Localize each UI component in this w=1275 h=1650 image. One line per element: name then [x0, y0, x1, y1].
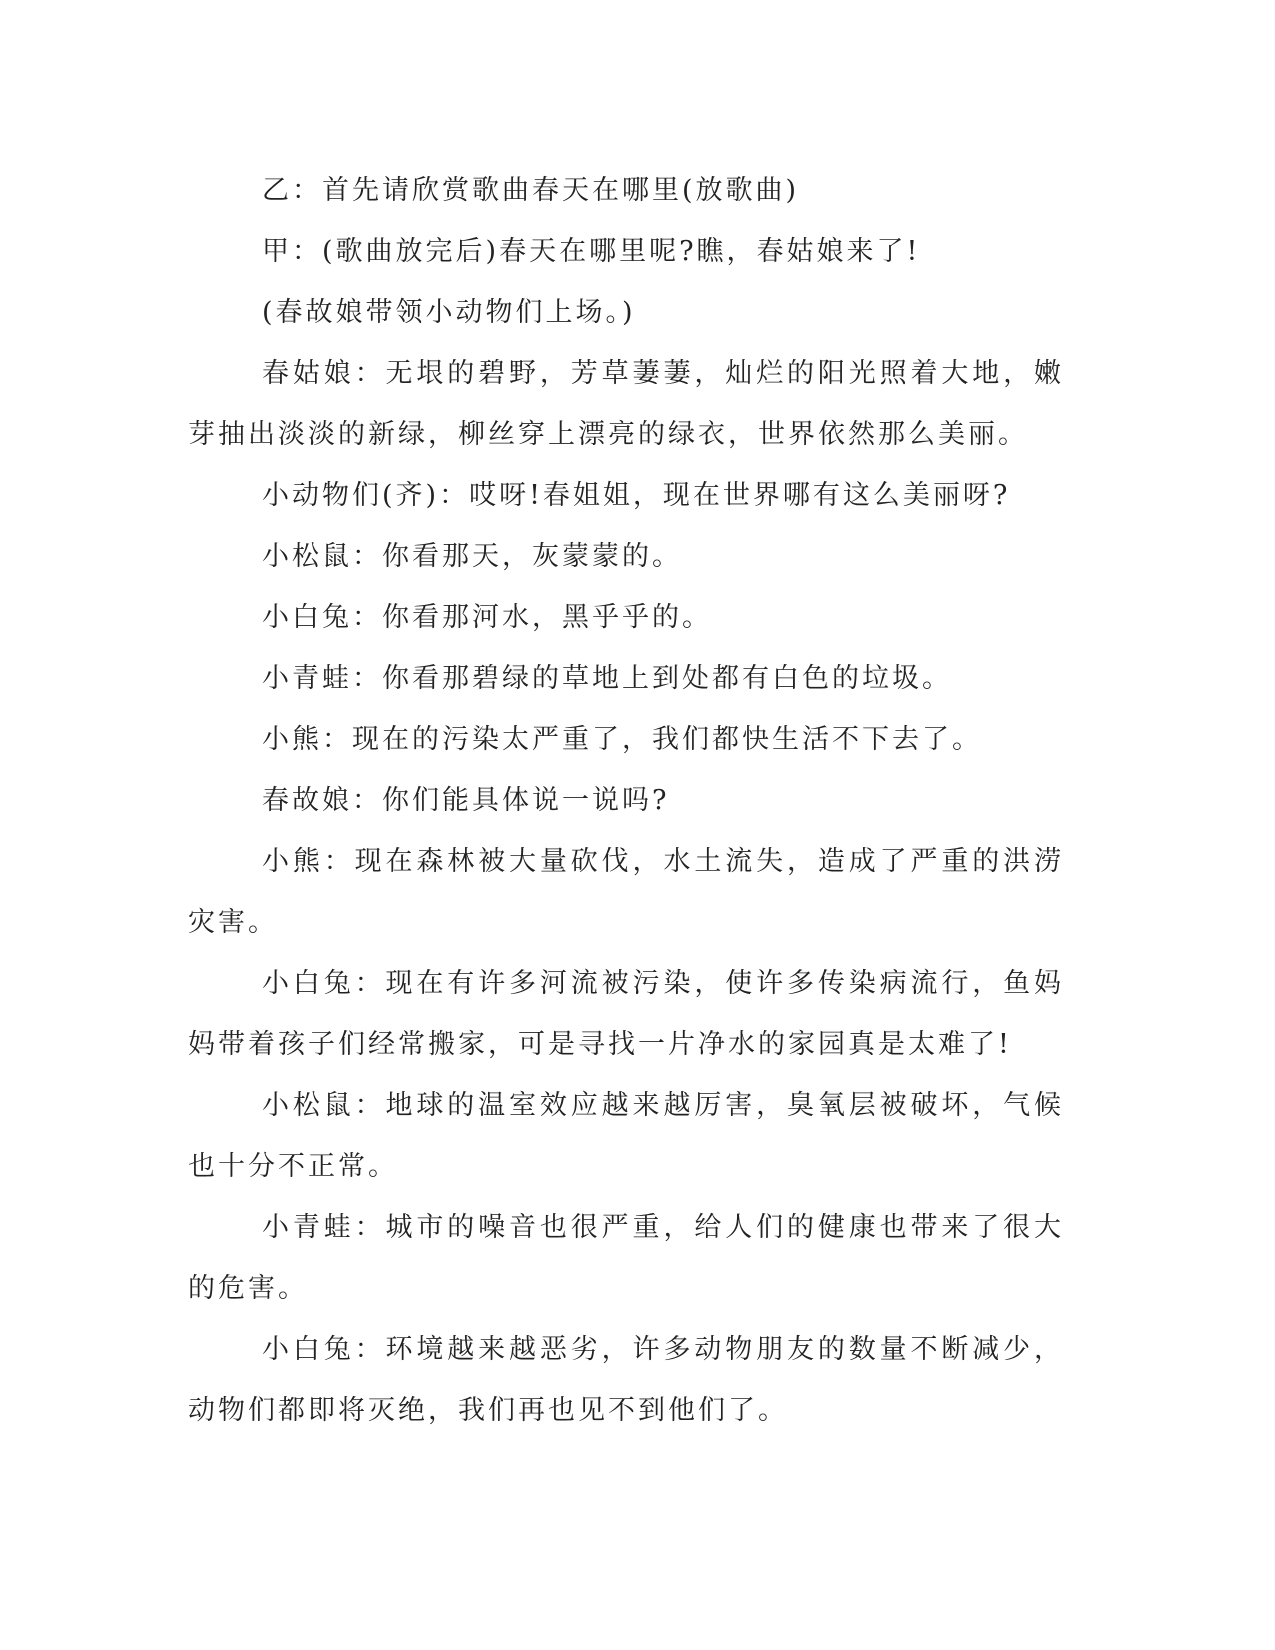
paragraph: (春故娘带领小动物们上场。)	[262, 297, 636, 328]
paragraph: 小动物们(齐)：哎呀!春姐姐，现在世界哪有这么美丽呀?	[262, 480, 1011, 511]
paragraph: 小白兔：环境越来越恶劣，许多动物朋友的数量不断减少，动物们都即将灭绝，我们再也见不到他们了。	[188, 1334, 1064, 1426]
paragraph: 小青蛙：城市的噪音也很严重，给人们的健康也带来了很大的危害。	[188, 1212, 1064, 1304]
paragraph: 小白兔：你看那河水，黑乎乎的。	[262, 602, 712, 633]
paragraph: 乙：首先请欣赏歌曲春天在哪里(放歌曲)	[262, 175, 800, 206]
paragraph: 甲：(歌曲放完后)春天在哪里呢?瞧，春姑娘来了!	[262, 236, 921, 267]
paragraph: 小熊：现在森林被大量砍伐，水土流失，造成了严重的洪涝灾害。	[188, 846, 1064, 938]
paragraph: 小青蛙：你看那碧绿的草地上到处都有白色的垃圾。	[262, 663, 952, 694]
paragraph: 春姑娘：无垠的碧野，芳草萋萋，灿烂的阳光照着大地，嫩芽抽出淡淡的新绿，柳丝穿上漂亮的绿衣，世界依然那么美丽。	[188, 358, 1064, 450]
paragraph: 小松鼠：你看那天，灰蒙蒙的。	[262, 541, 682, 572]
paragraph: 春故娘：你们能具体说一说吗?	[262, 785, 670, 816]
document-body	[188, 160, 1064, 1441]
paragraph: 小松鼠：地球的温室效应越来越厉害，臭氧层被破坏，气候也十分不正常。	[188, 1090, 1064, 1182]
paragraph: 小熊：现在的污染太严重了，我们都快生活不下去了。	[262, 724, 982, 755]
paragraph: 小白兔：现在有许多河流被污染，使许多传染病流行，鱼妈妈带着孩子们经常搬家，可是寻找一片净水的家园真是太难了!	[188, 968, 1064, 1060]
